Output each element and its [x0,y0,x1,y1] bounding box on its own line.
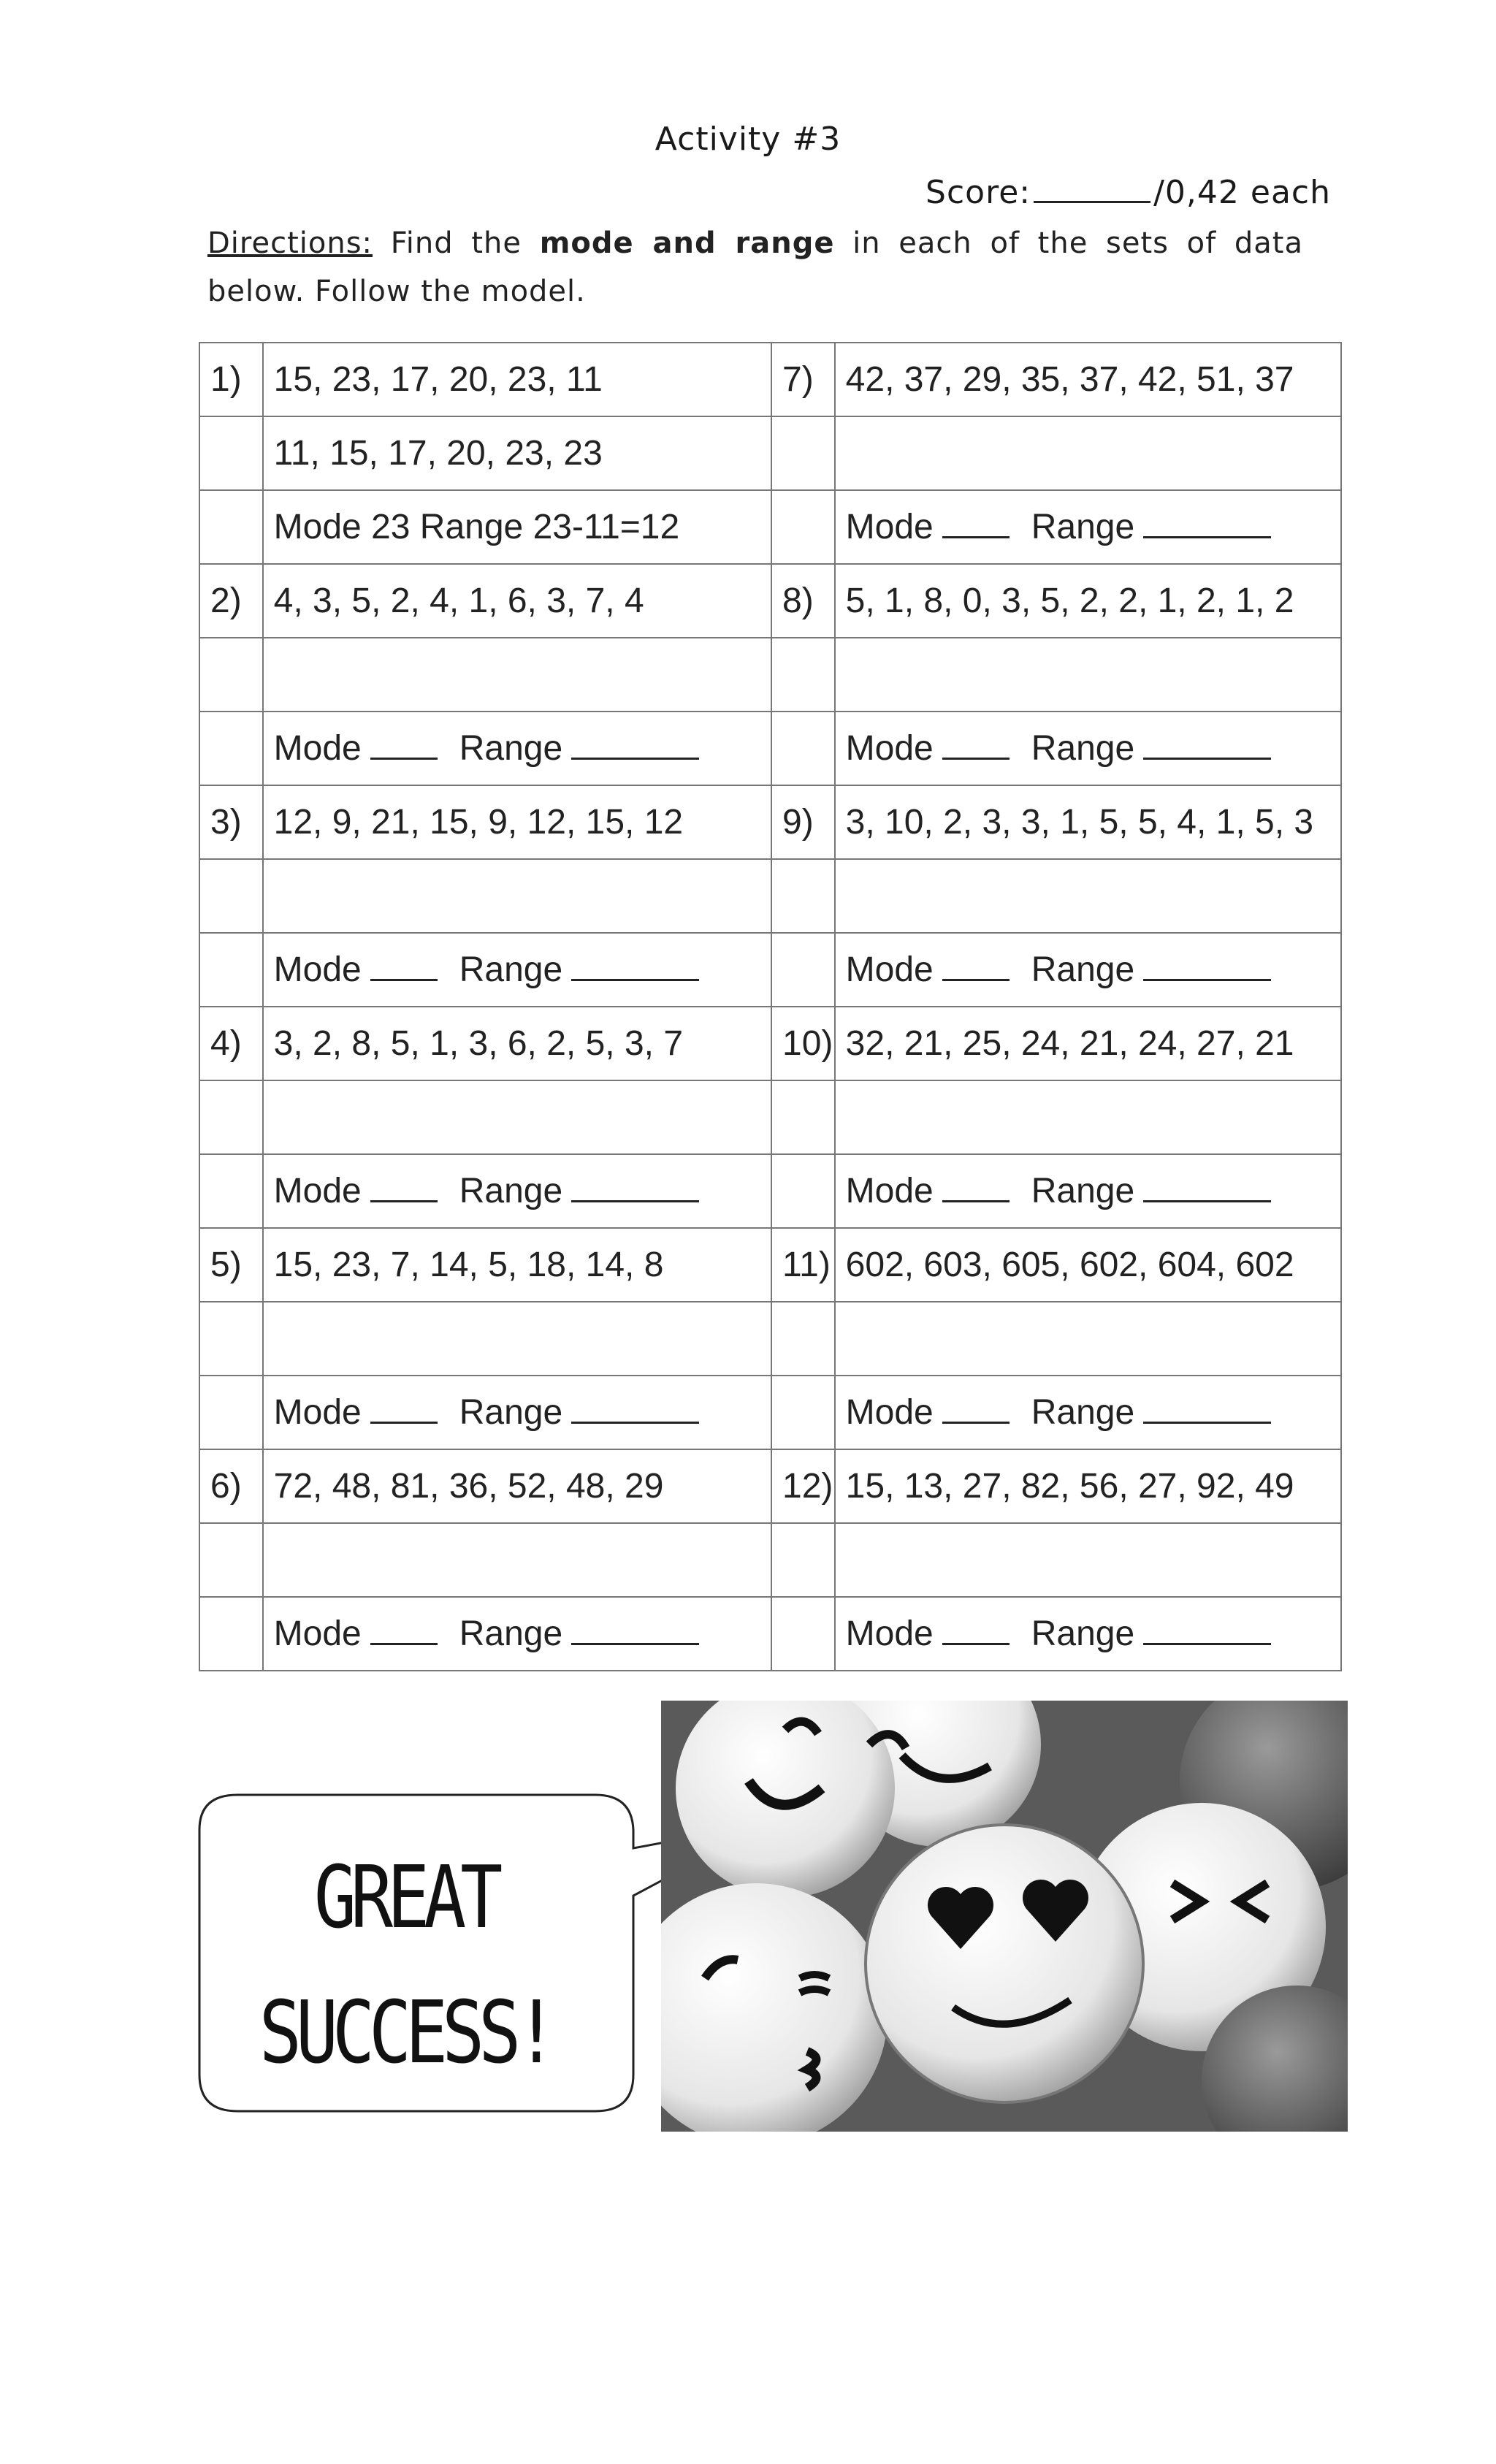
mode-blank[interactable] [370,1392,438,1424]
mode-blank[interactable] [942,1392,1010,1424]
emoji-collage [661,1701,1348,2132]
range-label: Range [459,1172,563,1210]
mode-blank[interactable] [942,950,1010,981]
work-space[interactable] [835,859,1341,933]
problem-data: 3, 2, 8, 5, 1, 3, 6, 2, 5, 3, 7 [263,1007,771,1080]
empty-cell [199,638,263,712]
problem-number: 2) [199,564,263,638]
problem-data: 5, 1, 8, 0, 3, 5, 2, 2, 1, 2, 1, 2 [835,564,1341,638]
mode-label: Mode [845,508,934,546]
problem-data: 3, 10, 2, 3, 3, 1, 5, 5, 4, 1, 5, 3 [835,785,1341,859]
mode-blank[interactable] [942,1614,1010,1645]
mode-label: Mode [273,1172,362,1210]
problem-number: 3) [199,785,263,859]
work-row [199,1302,1341,1376]
score-suffix: /0,42 each [1153,174,1331,211]
empty-cell [771,859,835,933]
example-answer: Mode 23 Range 23-11=12 [263,490,771,564]
problem-number: 4) [199,1007,263,1080]
problem-data: 602, 603, 605, 602, 604, 602 [835,1228,1341,1302]
problem-row [199,343,1341,416]
mode-label: Mode [845,1172,934,1210]
answer-cell [835,712,1341,785]
answer-row [199,490,1341,564]
directions-text-after: in each of the sets of data below. Follow the model. [207,226,1303,308]
answer-row [199,1597,1341,1671]
empty-cell [199,1154,263,1228]
range-label: Range [1031,1614,1135,1653]
mode-blank[interactable] [370,1614,438,1645]
empty-cell [199,859,263,933]
problem-number: 5) [199,1228,263,1302]
problem-number: 12) [771,1449,835,1523]
empty-cell [199,933,263,1007]
empty-cell [771,933,835,1007]
directions-label: Directions: [207,226,373,260]
range-label: Range [459,950,563,989]
answer-cell [263,1154,771,1228]
directions-bold: mode and range [539,226,835,260]
empty-cell [199,1302,263,1376]
bubble-text [226,1830,585,2100]
score-label: Score: [926,174,1031,211]
worksheet-table [199,342,1342,1671]
problem-data: 32, 21, 25, 24, 21, 24, 27, 21 [835,1007,1341,1080]
directions-text-before: Find the [373,226,540,260]
answer-cell [835,1376,1341,1449]
problem-data: 12, 9, 21, 15, 9, 12, 15, 12 [263,785,771,859]
range-blank[interactable] [1143,728,1271,760]
bubble-line-1: GREAT [313,1847,497,1948]
problem-row [199,1007,1341,1080]
problem-number: 9) [771,785,835,859]
speech-bubble [186,1786,683,2118]
answer-cell [263,1597,771,1671]
work-row [199,1080,1341,1154]
work-row [199,638,1341,712]
empty-cell [199,416,263,490]
answer-row [199,712,1341,785]
answer-cell [835,1597,1341,1671]
score-line [926,172,1331,211]
mode-label: Mode [845,729,934,768]
problem-number: 7) [771,343,835,416]
range-blank[interactable] [571,1171,699,1202]
problem-data: 42, 37, 29, 35, 37, 42, 51, 37 [835,343,1341,416]
mode-blank[interactable] [370,1171,438,1202]
empty-cell [771,416,835,490]
range-blank[interactable] [1143,950,1271,981]
empty-cell [199,712,263,785]
empty-cell [771,1154,835,1228]
work-row [199,416,1341,490]
answer-cell [835,933,1341,1007]
empty-cell [771,1523,835,1597]
answer-cell [263,933,771,1007]
work-space[interactable] [263,859,771,933]
mode-label: Mode [845,1614,934,1653]
mode-blank[interactable] [942,1171,1010,1202]
work-row [199,1523,1341,1597]
mode-blank[interactable] [942,728,1010,760]
problem-data: 72, 48, 81, 36, 52, 48, 29 [263,1449,771,1523]
problem-number: 10) [771,1007,835,1080]
example-sorted: 11, 15, 17, 20, 23, 23 [263,416,771,490]
empty-cell [199,490,263,564]
mode-label: Mode [845,950,934,989]
mode-blank[interactable] [370,950,438,981]
range-blank[interactable] [571,728,699,760]
answer-row [199,1376,1341,1449]
problem-number: 11) [771,1228,835,1302]
mode-blank[interactable] [370,728,438,760]
empty-cell [771,490,835,564]
range-label: Range [1031,1172,1135,1210]
range-blank[interactable] [1143,1614,1271,1645]
empty-cell [199,1597,263,1671]
range-blank[interactable] [1143,1171,1271,1202]
problem-data: 15, 23, 7, 14, 5, 18, 14, 8 [263,1228,771,1302]
range-blank[interactable] [1143,1392,1271,1424]
range-label: Range [1031,508,1135,546]
range-blank[interactable] [1143,507,1271,538]
empty-cell [771,1302,835,1376]
answer-row [199,933,1341,1007]
work-space[interactable] [263,1302,771,1376]
score-blank[interactable] [1034,172,1150,203]
work-space[interactable] [263,638,771,712]
problem-row [199,564,1341,638]
empty-cell [199,1080,263,1154]
range-blank[interactable] [571,1614,699,1645]
answer-cell [263,712,771,785]
work-space[interactable] [835,638,1341,712]
problem-row [199,1449,1341,1523]
range-blank[interactable] [571,1392,699,1424]
work-space[interactable] [835,1302,1341,1376]
heart-eyes-emoji [866,1825,1143,2102]
mode-label: Mode [273,1614,362,1653]
problem-number: 1) [199,343,263,416]
problem-data: 4, 3, 5, 2, 4, 1, 6, 3, 7, 4 [263,564,771,638]
problem-number: 8) [771,564,835,638]
problem-data: 15, 23, 17, 20, 23, 11 [263,343,771,416]
answer-row [199,1154,1341,1228]
range-label: Range [459,1393,563,1432]
activity-title: Activity #3 [654,121,842,158]
problem-data: 15, 13, 27, 82, 56, 27, 92, 49 [835,1449,1341,1523]
empty-cell [771,1376,835,1449]
mode-label: Mode [845,1393,934,1432]
mode-blank[interactable] [942,507,1010,538]
empty-cell [199,1376,263,1449]
work-space[interactable] [835,416,1341,490]
work-space[interactable] [835,1080,1341,1154]
empty-cell [771,1080,835,1154]
problem-number: 6) [199,1449,263,1523]
work-space[interactable] [263,1523,771,1597]
answer-cell [835,490,1341,564]
mode-label: Mode [273,729,362,768]
work-row [199,859,1341,933]
range-blank[interactable] [571,950,699,981]
range-label: Range [1031,1393,1135,1432]
range-label: Range [459,729,563,768]
answer-cell [263,1376,771,1449]
range-label: Range [1031,729,1135,768]
empty-cell [771,1597,835,1671]
problem-row [199,1228,1341,1302]
directions [207,219,1303,316]
empty-cell [199,1523,263,1597]
empty-cell [771,712,835,785]
work-space[interactable] [263,1080,771,1154]
empty-cell [771,638,835,712]
bubble-line-2: SUCCESS! [259,1982,552,2083]
work-space[interactable] [835,1523,1341,1597]
range-label: Range [459,1614,563,1653]
answer-cell [835,1154,1341,1228]
mode-label: Mode [273,950,362,989]
mode-label: Mode [273,1393,362,1432]
range-label: Range [1031,950,1135,989]
problem-row [199,785,1341,859]
